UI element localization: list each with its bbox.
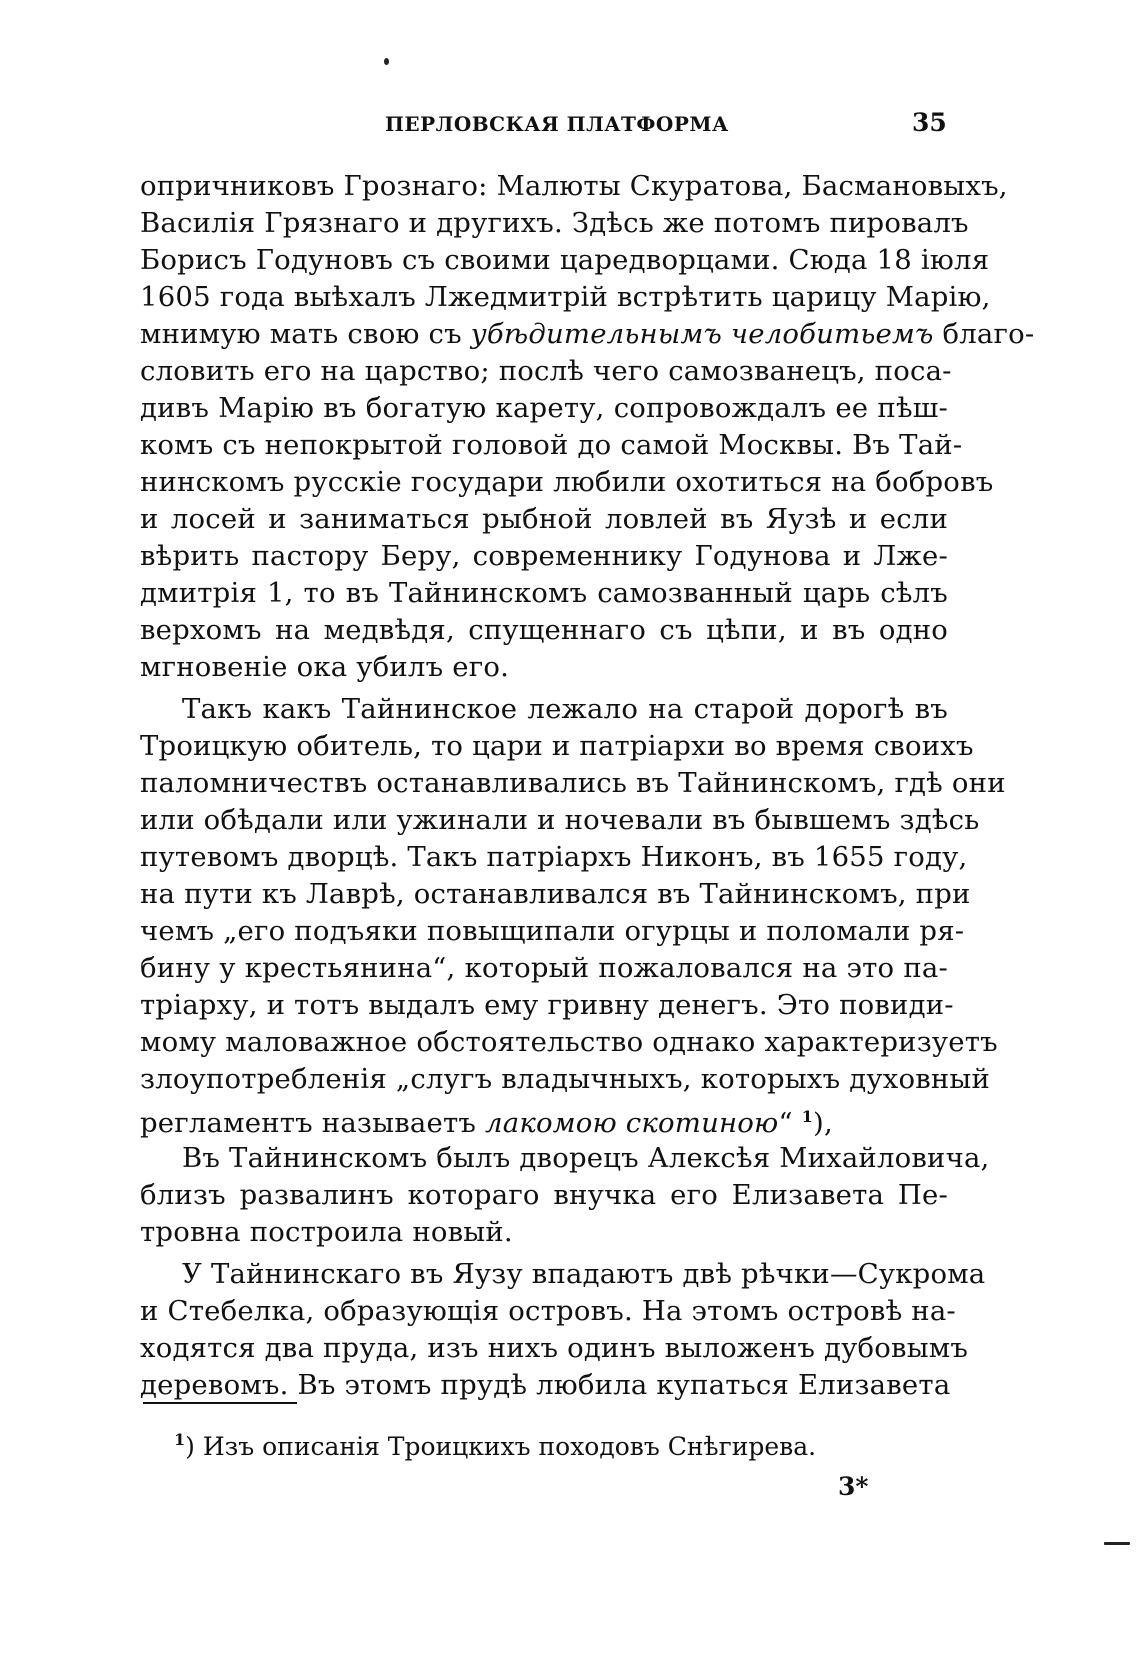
footnote-text: ) Изъ описанія Троицкихъ походовъ Снѣгирева. [185,1432,817,1461]
text-line: комъ съ непокрытой головой до самой Москвы. Въ Тай- [140,429,963,461]
text-line: словить его на царство; послѣ чего самозванецъ, поса- [140,355,952,387]
text-line: или обѣдали или ужинали и ночевали въ бывшемъ здѣсь [140,804,980,836]
text-line: Троицкую обитель, то цари и патріархи во время своихъ [140,730,974,762]
footnote-divider [143,1402,297,1404]
text-segment: “ [778,1107,802,1139]
text-line: и лосей и заниматься рыбной ловлей въ Яузѣ и если [140,503,948,535]
text-line: бину у крестьянина“, который пожаловался на это па- [140,952,948,984]
text-line: чемъ „его подъяки повыщипали огурцы и поломали ря- [140,915,965,947]
text-line: Борисъ Годуновъ съ своими царедворцами. Сюда 18 іюля [140,244,990,276]
footnote-reference: 1 [801,1107,814,1126]
print-speck [384,58,389,65]
text-line: дмитрія 1, то въ Тайнинскомъ самозванный царь сѣлъ [140,577,948,609]
text-line [140,1098,948,1139]
text-line: паломничествъ останавливались въ Тайнинскомъ, гдѣ они [140,767,1006,799]
text-segment: мнимую мать свою съ [140,318,471,350]
text-line: мгновеніе ока убилъ его. [140,651,510,683]
text-line: деревомъ. Въ этомъ прудѣ любила купаться Елизавета [140,1369,951,1401]
text-line: Василія Грязнаго и другихъ. Здѣсь же потомъ пировалъ [140,207,969,239]
text-line: злоупотребленія „слугъ владычныхъ, которыхъ духовный [140,1063,991,1095]
text-line: 1605 года выѣхалъ Лжедмитрій встрѣтить царицу Марію, [140,281,991,313]
body-text [140,168,1035,1404]
text-line: близъ развалинъ котораго внучка его Елизавета Пе- [140,1179,948,1211]
text-line: тріарху, и тотъ выдалъ ему гривну денегъ. Это повиди- [140,989,954,1021]
signature-mark: 3* [838,1472,869,1501]
text-segment: ), [813,1107,833,1139]
page-number: 35 [912,108,947,137]
text-line: опричниковъ Грознаго: Малюты Скуратова, Басмановыхъ, [140,170,1008,202]
text-line: и Стебелка, образующія островъ. На этомъ островѣ на- [140,1295,956,1327]
text-line: ходятся два пруда, изъ нихъ одинъ выложенъ дубовымъ [140,1332,969,1364]
text-line: нинскомъ русскіе государи любили охотиться на бобровъ [140,466,994,498]
running-title: ПЕРЛОВСКАЯ ПЛАТФОРМА [385,112,729,136]
print-speck [1104,1542,1130,1545]
running-header [0,108,1140,142]
italic-phrase: лакомою скотиною [485,1107,779,1139]
text-line: вѣрить пастору Беру, современнику Годунова и Лже- [140,540,948,572]
text-line: мому маловажное обстоятельство однако характеризуетъ [140,1026,998,1058]
text-line: на пути къ Лаврѣ, останавливался въ Тайнинскомъ, при [140,878,971,910]
text-segment: благо- [933,318,1035,350]
footnote-marker: 1 [174,1430,186,1449]
text-line: дивъ Марію въ богатую карету, сопровождалъ ее пѣш- [140,392,948,424]
text-line: тровна построила новый. [140,1216,513,1248]
text-segment: регламентъ называетъ [140,1107,486,1139]
text-line: верхомъ на медвѣдя, спущеннаго съ цѣпи, и въ одно [140,614,948,646]
text-line: У Тайнинскаго въ Яузу впадаютъ двѣ рѣчки—Сукрома [182,1258,986,1290]
text-line [140,316,1035,353]
footnote [174,1430,816,1461]
text-line: Въ Тайнинскомъ былъ дворецъ Алексѣя Михайловича, [182,1142,990,1174]
text-line: путевомъ дворцѣ. Такъ патріархъ Никонъ, въ 1655 году, [140,841,968,873]
text-line: Такъ какъ Тайнинское лежало на старой дорогѣ въ [182,693,948,725]
italic-phrase: убѣдительнымъ челобитьемъ [470,318,934,350]
